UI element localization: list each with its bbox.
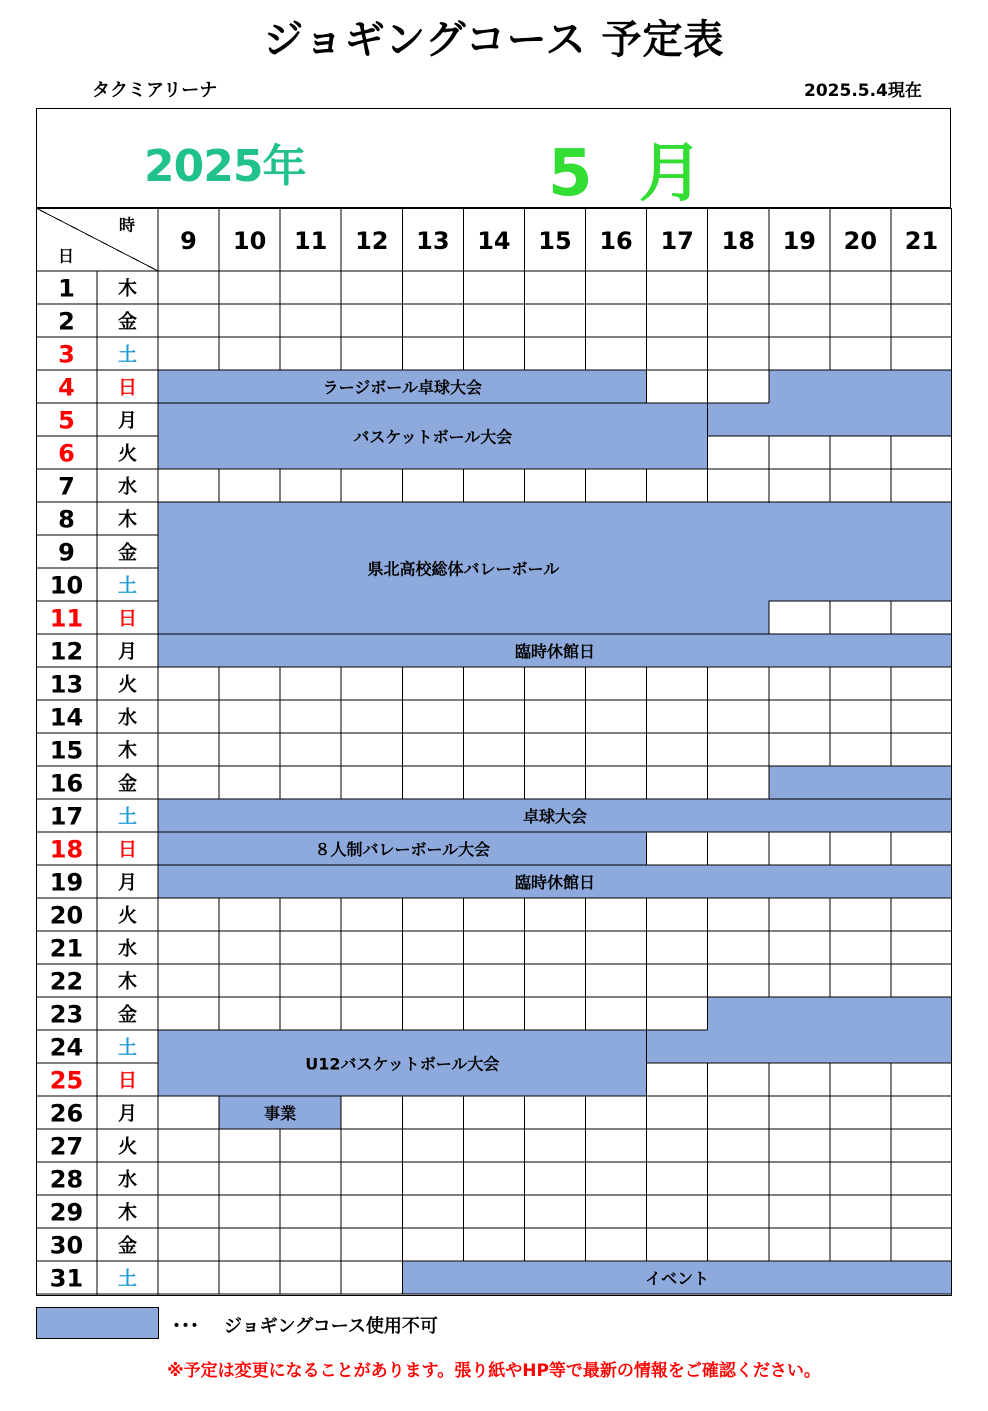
page-title: ジョギングコース 予定表 — [263, 17, 725, 63]
corner-day-label: 日 — [57, 246, 75, 266]
day-number: 8 — [58, 505, 75, 534]
corner-time-label: 時 — [118, 215, 136, 235]
legend-swatch — [36, 1307, 159, 1339]
weekday-label: 金 — [117, 1003, 138, 1026]
hour-header: 20 — [843, 227, 878, 255]
day-number: 17 — [49, 802, 84, 831]
day-number: 27 — [49, 1132, 84, 1161]
weekday-label: 木 — [117, 1201, 138, 1224]
schedule-grid — [36, 208, 952, 1296]
hour-header: 13 — [416, 227, 450, 255]
day-number: 20 — [49, 901, 84, 930]
day-number: 9 — [58, 538, 75, 567]
weekday-label: 土 — [117, 343, 138, 366]
hour-header: 9 — [180, 227, 197, 255]
day-number: 18 — [49, 835, 84, 864]
weekday-label: 火 — [117, 442, 138, 465]
day-number: 10 — [49, 571, 84, 600]
weekday-label: 木 — [117, 508, 138, 531]
weekday-label: 水 — [117, 1168, 138, 1191]
blocked-block — [769, 766, 952, 799]
corner-diagonal — [36, 208, 158, 271]
hour-header: 21 — [904, 227, 939, 255]
weekday-label: 土 — [117, 805, 138, 828]
weekday-label: 土 — [117, 1036, 138, 1059]
day-number: 25 — [49, 1066, 84, 1095]
hour-header: 15 — [538, 227, 572, 255]
legend-dots: ･･･ — [172, 1316, 199, 1337]
event-label: バスケットボール大会 — [353, 427, 513, 447]
hour-header: 11 — [293, 227, 328, 255]
day-number: 21 — [49, 934, 84, 963]
day-number: 4 — [58, 373, 75, 402]
day-number: 28 — [49, 1165, 84, 1194]
day-number: 30 — [49, 1231, 84, 1260]
hour-header: 14 — [477, 227, 511, 255]
day-number: 15 — [49, 736, 84, 765]
hour-header: 18 — [721, 227, 755, 255]
weekday-label: 土 — [117, 574, 138, 597]
weekday-label: 木 — [117, 277, 138, 300]
day-number: 2 — [58, 307, 75, 336]
hour-header: 19 — [782, 227, 817, 255]
day-number: 23 — [49, 1000, 84, 1029]
as-of-date: 2025.5.4現在 — [804, 81, 922, 101]
venue-name: タクミアリーナ — [92, 80, 218, 101]
day-number: 3 — [58, 340, 75, 369]
event-label: U12バスケットボール大会 — [305, 1054, 500, 1074]
day-number: 11 — [49, 604, 84, 633]
month-label: 5 月 — [548, 137, 703, 211]
weekday-label: 金 — [117, 541, 138, 564]
notice-text: ※予定は変更になることがあります。張り紙やHP等で最新の情報をご確認ください。 — [167, 1361, 821, 1381]
event-label: 県北高校総体バレーボール — [367, 559, 560, 579]
event-label: 臨時休館日 — [514, 642, 596, 661]
event-label: 卓球大会 — [522, 807, 588, 826]
weekday-label: 日 — [117, 607, 138, 630]
day-number: 13 — [49, 670, 84, 699]
day-number: 16 — [49, 769, 84, 798]
weekday-label: 木 — [117, 739, 138, 762]
weekday-label: 月 — [117, 640, 138, 663]
event-label: ８人制バレーボール大会 — [314, 840, 491, 859]
day-number: 24 — [49, 1033, 84, 1062]
weekday-label: 金 — [117, 1234, 138, 1257]
hour-header: 16 — [599, 227, 633, 255]
weekday-label: 土 — [117, 1267, 138, 1290]
event-label: 事業 — [264, 1104, 297, 1123]
event-label: ラージボール卓球大会 — [322, 378, 482, 397]
day-number: 5 — [58, 406, 75, 435]
weekday-label: 火 — [117, 1135, 138, 1158]
weekday-label: 木 — [117, 970, 138, 993]
weekday-label: 火 — [117, 904, 138, 927]
weekday-label: 日 — [117, 376, 138, 399]
weekday-label: 金 — [117, 310, 138, 333]
day-number: 7 — [58, 472, 75, 501]
hour-header: 12 — [355, 227, 389, 255]
day-number: 22 — [49, 967, 84, 996]
day-number: 6 — [58, 439, 75, 468]
day-number: 12 — [49, 637, 84, 666]
weekday-label: 日 — [117, 1069, 138, 1092]
weekday-label: 水 — [117, 706, 138, 729]
event-label: イベント — [645, 1269, 710, 1288]
blocked-block — [770, 371, 952, 436]
weekday-label: 金 — [117, 772, 138, 795]
year-label: 2025年 — [144, 141, 306, 192]
weekday-label: 月 — [117, 409, 138, 432]
blocked-block — [709, 998, 952, 1063]
hour-header: 10 — [232, 227, 267, 255]
day-number: 1 — [58, 274, 75, 303]
day-number: 19 — [49, 868, 84, 897]
hour-header: 17 — [660, 227, 694, 255]
event-label: 臨時休館日 — [514, 873, 596, 892]
day-number: 29 — [49, 1198, 84, 1227]
weekday-label: 日 — [117, 838, 138, 861]
legend-text: ジョギングコース使用不可 — [224, 1316, 438, 1337]
weekday-label: 水 — [117, 475, 138, 498]
weekday-label: 火 — [117, 673, 138, 696]
day-number: 14 — [49, 703, 84, 732]
weekday-label: 月 — [117, 871, 138, 894]
day-number: 26 — [49, 1099, 84, 1128]
weekday-label: 月 — [117, 1102, 138, 1125]
weekday-label: 水 — [117, 937, 138, 960]
day-number: 31 — [49, 1264, 84, 1293]
